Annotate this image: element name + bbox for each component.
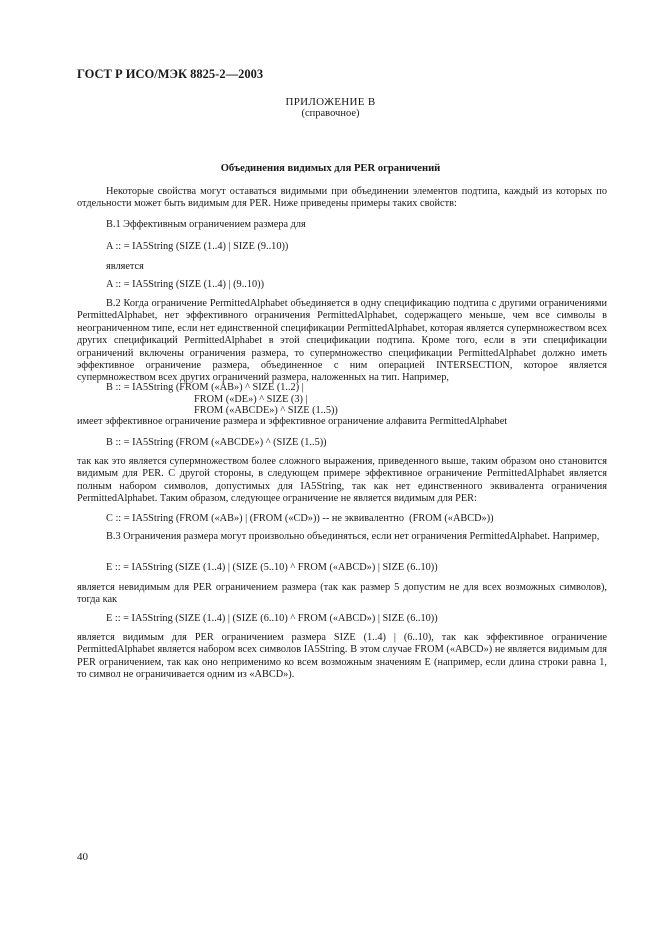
b1-code-1: A :: = IA5String (SIZE (1..4) | SIZE (9..10)) (106, 241, 289, 252)
b2-code-1-line-2: FROM («DE») ^ SIZE (3) | (194, 394, 308, 405)
section-title: Объединения видимых для PER ограничений (220, 163, 441, 174)
appendix-note: (справочное) (301, 108, 360, 119)
b2-explanation: так как это является супермножеством более сложного выражения, приведенного выше, таким образом оно становится видимым для PER. С другой стороны, в следующем примере эффективное ограничение PermittedAlphabet является полным набором символов, допустимых для IA5String, так как нет единственного эквивалента ограничения PermittedAlphabet. Таким образом, следующее ограничение не является видимым для PER: (77, 456, 607, 505)
b3-paragraph: B.3 Ограничения размера могут произвольно объединяться, если нет ограничения PermittedAlphabet. Например, (106, 531, 600, 542)
b3-middle-text: является невидимым для PER ограничением размера (так как размер 5 допустим не для всех возможных символов), тогда как (77, 582, 607, 606)
b3-code-2: E :: = IA5String (SIZE (1..4) | (SIZE (6..10) ^ FROM («ABCD») | SIZE (6..10)) (106, 613, 438, 624)
b3-end-text: является видимым для PER ограничением размера SIZE (1..4) | (6..10), так как эффективное ограничение PermittedAlphabet является набором всех символов IA5String. В этом случае FROM («ABCD») не является видимым для PER ограничением, так как оно неприменимо ко всем возможным значениям E (например, если длина строки равна 1, то символ не ограничивается одним из «ABCD»). (77, 632, 607, 681)
b2-code-1-line-3: FROM («ABCDE») ^ SIZE (1..5)) (194, 405, 338, 416)
b1-is-text: является (106, 261, 144, 272)
b2-code-2: B :: = IA5String (FROM («ABCDE») ^ (SIZE (1..5)) (106, 437, 327, 448)
b1-code-2: A :: = IA5String (SIZE (1..4) | (9..10)) (106, 279, 265, 290)
b2-code-3: C :: = IA5String (FROM («AB») | (FROM («CD»)) -- не эквивалентно (FROM («ABCD»)) (106, 513, 494, 524)
b2-code-1-line-1: B :: = IA5String (FROM («AB») ^ SIZE (1..2) | (106, 382, 304, 393)
b2-paragraph: B.2 Когда ограничение PermittedAlphabet объединяется в одну спецификацию подтипа с другими ограничениями PermittedAlphabet, нет эффективного ограничения PermittedAlphabet, содержащего меньше, чем все символы в неограниченном типе, если нет единственной спецификации PermittedAlphabet, которая является супермножеством всех других спецификаций PermittedAlphabet в этой спецификации подтипа. Кроме того, если в эти спецификации ограничений включены ограничения размера, то супермножество спецификации PermittedAlphabet должно иметь эффективное ограничение размера, объединенное с ним операцией INTERSECTION, которое является супермножеством всех других ограничений размера, наложенных на тип. Например, (77, 298, 607, 384)
page-number: 40 (77, 851, 88, 863)
intro-paragraph: Некоторые свойства могут оставаться видимыми при объединении элементов подтипа, каждый из которых по отдельности может быть видимым для PER. Ниже приведены примеры таких свойств: (77, 186, 607, 210)
appendix-label: ПРИЛОЖЕНИЕ В (285, 96, 376, 108)
b1-paragraph: B.1 Эффективным ограничением размера для (106, 219, 306, 230)
b2-after-text: имеет эффективное ограничение размера и эффективное ограничение алфавита PermittedAlphabet (77, 416, 508, 427)
standard-header: ГОСТ Р ИСО/МЭК 8825-2—2003 (77, 67, 264, 81)
b3-code-1: E :: = IA5String (SIZE (1..4) | (SIZE (5..10) ^ FROM («ABCD») | SIZE (6..10)) (106, 562, 438, 573)
